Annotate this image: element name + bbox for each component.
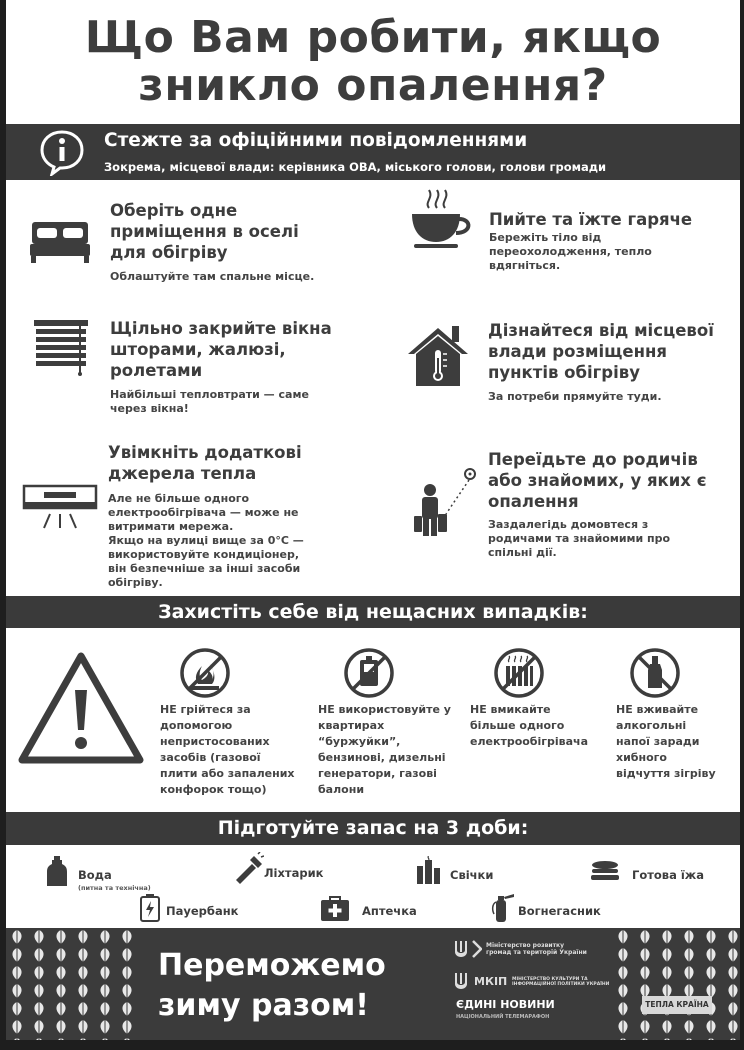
candles-icon: [416, 856, 442, 884]
supply-label: Готова їжа: [632, 868, 704, 882]
warning-text: НЕ вживайте алкогольні напої заради хибного відчуття зігріву: [616, 703, 716, 780]
title-line-2: зникло опалення?: [138, 60, 608, 111]
tip-title: Увімкніть додаткові джерела тепла: [108, 443, 302, 483]
air-conditioner-icon: [22, 484, 98, 532]
tip-desc: За потреби прямуйте туди.: [488, 390, 662, 403]
trident-icon: [454, 972, 468, 990]
no-alcohol-icon: [628, 646, 682, 700]
info-subtitle: Зокрема, місцевої влади: керівника ОВА, міського голови, голови громади: [104, 160, 607, 174]
tip-title: Переїдьте до родичів або знайомих, у яких є опалення: [488, 450, 707, 511]
protect-band: Захистіть себе від нещасних випадків:: [6, 596, 740, 628]
tip-desc: Найбільші тепловтрати — саме через вікна!: [110, 388, 309, 415]
info-band: [6, 124, 740, 180]
warning-text: НЕ вмикайте більше одного електрообігрівача: [470, 703, 589, 748]
tip-desc: Заздалегідь домовтеся з родичами та знайомими про спільні дії.: [488, 518, 671, 559]
footer: [6, 928, 740, 1040]
traveler-icon: [412, 466, 482, 538]
supply-label: Вогнегасник: [518, 904, 601, 918]
trident-icon: [454, 940, 468, 958]
info-icon: [38, 128, 86, 176]
info-title: Стежте за офіційними повідомленнями: [104, 130, 528, 151]
tip-desc: Але не більше одного електрообігрівача — може не витримати мережа. Якщо на вулиці вище за 0°С — використовуйте кондиціонер, він безпечніше за інші засоби обігріву.: [108, 492, 304, 589]
tip-desc: Бережіть тіло від переохолодження, тепло вдягніться.: [489, 231, 652, 272]
ministry-logo-text: Міністерство розвитку громад та територій України: [486, 942, 587, 956]
warning-text: НЕ грійтеся за допомогою непристосованих засобів (газової плити або запалених конфорок тощо): [160, 703, 295, 796]
supply-band: Підготуйте запас на 3 доби:: [6, 812, 740, 845]
knit-pattern-right: [612, 928, 740, 1040]
ministry-logo-text: МІНІСТЕРСТВО КУЛЬТУРИ ТА ІНФОРМАЦІЙНОЇ ПОЛІТИКИ УКРАЇНИ: [512, 977, 610, 987]
mkip-mark: МКІП: [474, 975, 508, 988]
tip-title: Пийте та їжте гаряче: [489, 210, 693, 229]
supply-label: Вода: [78, 868, 112, 882]
supply-label: Аптечка: [362, 904, 417, 918]
bed-icon: [28, 218, 92, 264]
chevron-logo-icon: [472, 940, 482, 958]
water-bottle-icon: [46, 856, 68, 888]
no-fire-icon: [178, 646, 232, 700]
no-heater-icon: [492, 646, 546, 700]
slogan: Переможемо зиму разом!: [158, 948, 386, 1023]
tip-title: Щільно закрийте вікна шторами, жалюзі, ролетами: [110, 319, 332, 380]
news-subtitle: НАЦІОНАЛЬНИЙ ТЕЛЕМАРАФОН: [456, 1014, 550, 1020]
tip-desc: Облаштуйте там спальне місце.: [110, 270, 315, 283]
extinguisher-icon: [490, 892, 516, 922]
brand-badge: ТЕПЛА КРАЇНА: [642, 996, 712, 1014]
house-thermometer-icon: [406, 322, 470, 388]
supply-label: Свічки: [450, 868, 494, 882]
supply-label: Пауербанк: [166, 904, 239, 918]
news-logo: ЄДИНІ НОВИНИ: [456, 998, 555, 1011]
food-icon: [590, 860, 620, 882]
flashlight-icon: [234, 852, 264, 884]
poster: [6, 0, 740, 1040]
powerbank-icon: [140, 894, 160, 922]
no-generator-icon: [342, 646, 396, 700]
warning-text: НЕ використовуйте у квартирах “буржуйки”, бензинові, дизельні генератори, газові балони: [318, 703, 451, 796]
supply-note: (питна та технічна): [78, 884, 151, 892]
title-line-1: Що Вам робити, якщо: [84, 12, 662, 63]
warning-icon: [16, 650, 146, 766]
first-aid-icon: [320, 896, 350, 922]
tip-title: Дізнайтеся від місцевої влади розміщення пунктів обігріву: [488, 321, 714, 382]
page-title: [6, 14, 740, 110]
blinds-icon: [30, 318, 92, 376]
knit-pattern-left: [6, 928, 138, 1040]
supply-label: Ліхтарик: [264, 866, 324, 880]
tip-title: Оберіть одне приміщення в оселі для обігріву: [110, 201, 299, 262]
hot-cup-icon: [404, 186, 474, 256]
